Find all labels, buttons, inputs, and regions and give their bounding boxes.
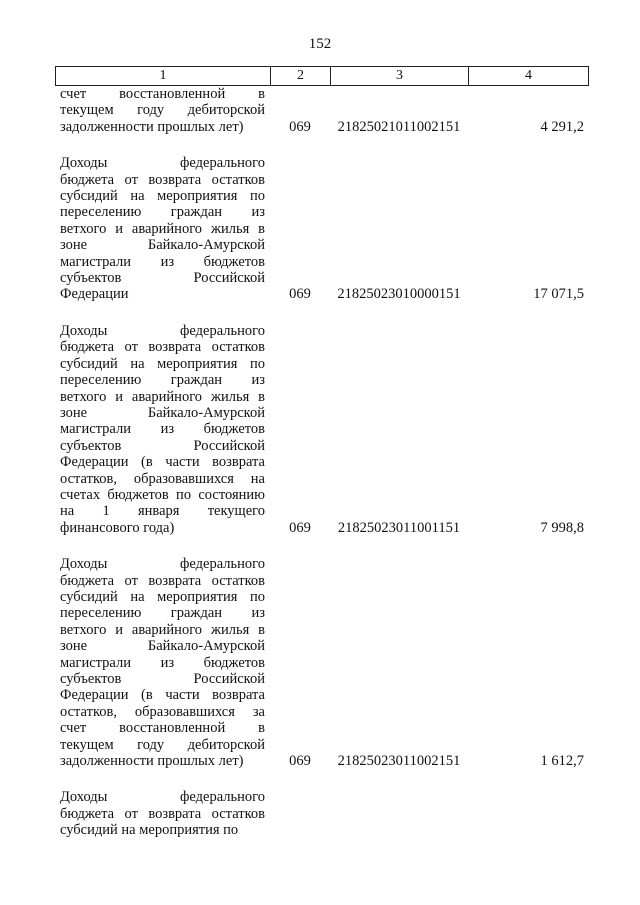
- amount: 17 071,5: [533, 286, 584, 303]
- income-name-line: Доходы федерального: [60, 155, 265, 172]
- table-row: [55, 86, 588, 135]
- page-number: 152: [308, 36, 332, 52]
- income-name: [55, 155, 270, 303]
- amount: 7 998,8: [540, 519, 584, 536]
- table-row: [55, 789, 588, 838]
- income-name-line: финансового года): [60, 519, 175, 536]
- income-name: [55, 86, 270, 135]
- income-name-line: субсидий на мероприятия по: [60, 355, 265, 372]
- income-name-line: субъектов Российской: [60, 671, 265, 687]
- income-name-line: задолженности прошлых лет): [60, 753, 244, 770]
- column-header-4: 4: [469, 67, 589, 86]
- column-header-1: 1: [56, 67, 271, 86]
- admin-code: 069: [289, 519, 311, 536]
- income-name-line: остатков, образовавшихся за: [60, 703, 265, 720]
- income-name-line: ветхого и аварийного жилья в: [60, 388, 265, 405]
- table-row: [55, 155, 588, 303]
- income-name-line: бюджета от возврата остатков: [60, 339, 265, 356]
- income-name: [55, 789, 270, 838]
- income-name-line: магистрали из бюджетов: [60, 654, 265, 671]
- income-name-line: Федерации (в части возврата: [60, 687, 265, 704]
- income-name-line: текущем году дебиторской: [60, 736, 265, 753]
- budget-classification-code: 21825021011002151: [337, 118, 461, 135]
- income-name-line: счет восстановленной в: [60, 86, 265, 102]
- income-name: [55, 323, 270, 536]
- budget-classification-code: 21825023010000151: [337, 286, 461, 303]
- income-name-line: бюджета от возврата остатков: [60, 572, 265, 589]
- income-name-line: переселению граждан из: [60, 605, 265, 622]
- income-name-line: бюджета от возврата остатков: [60, 171, 265, 188]
- income-name-line: переселению граждан из: [60, 372, 265, 389]
- income-name-line: ветхого и аварийного жилья в: [60, 220, 265, 237]
- table-row: [55, 323, 588, 536]
- column-header-3: 3: [331, 67, 469, 86]
- income-name-line: зоне Байкало-Амурской: [60, 237, 265, 254]
- income-name-line: магистрали из бюджетов: [60, 421, 265, 438]
- income-name-line: зоне Байкало-Амурской: [60, 638, 265, 655]
- income-name-line: зоне Байкало-Амурской: [60, 404, 265, 421]
- table-body: [55, 86, 588, 839]
- income-name-line: счетах бюджетов по состоянию: [60, 486, 265, 503]
- budget-classification-code: 21825023011001151: [337, 519, 461, 536]
- income-name-line: бюджета от возврата остатков: [60, 805, 265, 822]
- income-name-line: субъектов Российской: [60, 437, 265, 454]
- column-header-table: [55, 66, 589, 86]
- admin-code: 069: [289, 753, 311, 770]
- income-name-line: Федерации: [60, 286, 129, 303]
- income-name-line: Федерации (в части возврата: [60, 454, 265, 471]
- income-name-line: субсидий на мероприятия по: [60, 588, 265, 605]
- amount: 4 291,2: [540, 118, 584, 135]
- income-name-line: субъектов Российской: [60, 270, 265, 287]
- column-header-row: [56, 67, 589, 86]
- income-name-line: ветхого и аварийного жилья в: [60, 621, 265, 638]
- income-name-line: субсидий на мероприятия по: [60, 188, 265, 205]
- income-name-line: Доходы федерального: [60, 789, 265, 806]
- admin-code: 069: [289, 118, 311, 135]
- income-name-line: задолженности прошлых лет): [60, 118, 244, 135]
- income-name-line: счет восстановленной в: [60, 720, 265, 737]
- column-header-2: 2: [271, 67, 331, 86]
- income-name-line: субсидий на мероприятия по: [60, 822, 239, 839]
- income-name-line: Доходы федерального: [60, 556, 265, 573]
- table-row: [55, 556, 588, 769]
- budget-classification-code: 21825023011002151: [337, 753, 461, 770]
- income-name-line: Доходы федерального: [60, 322, 265, 339]
- income-name-line: остатков, образовавшихся на: [60, 470, 265, 487]
- income-name-line: текущем году дебиторской: [60, 102, 265, 119]
- income-name-line: магистрали из бюджетов: [60, 253, 265, 270]
- income-name-line: на 1 января текущего: [60, 503, 265, 520]
- income-name-line: переселению граждан из: [60, 204, 265, 221]
- amount: 1 612,7: [540, 753, 584, 770]
- admin-code: 069: [289, 286, 311, 303]
- income-name: [55, 556, 270, 769]
